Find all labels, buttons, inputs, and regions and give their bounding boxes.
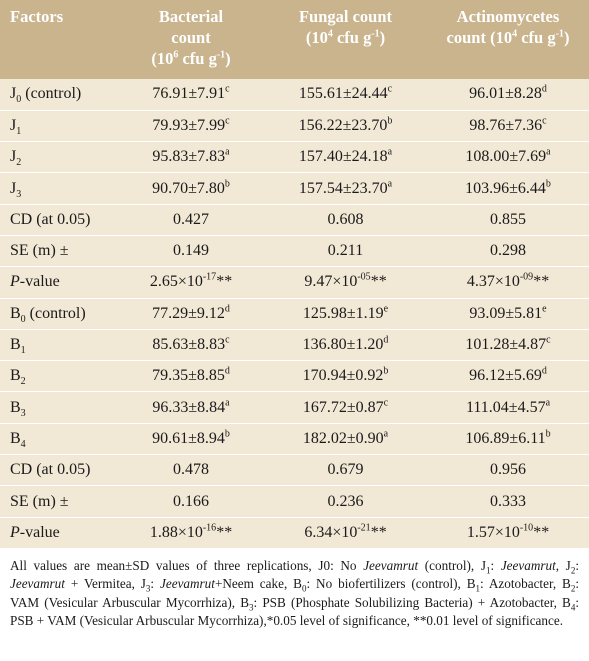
header-actino-line1: Actinomycetes: [456, 7, 560, 26]
cell-factor: [0, 517, 118, 548]
cell-value: 98.76±7.36: [469, 116, 543, 134]
cell-value: 170.94±0.92: [302, 367, 384, 385]
cell-superscript: d: [541, 365, 547, 377]
table-row: [0, 392, 589, 423]
cell-significance: **: [370, 523, 387, 541]
table-row: [0, 298, 589, 329]
cell-value: 79.35±8.85: [152, 367, 225, 385]
header-fungal-unit-exp: -1: [371, 28, 380, 40]
cell-superscript: b: [545, 428, 551, 440]
cell-actinomycetes: [427, 455, 589, 486]
cell-factor: [0, 142, 118, 173]
factor-label: B: [10, 336, 21, 354]
table-row: [0, 361, 589, 392]
cell-value: 0.298: [490, 242, 526, 260]
cell-superscript: c: [387, 84, 393, 96]
footnote-segment: 3: [145, 584, 151, 594]
header-fungal-unit-base: (10: [305, 28, 328, 47]
cell-fungal: [264, 455, 427, 486]
cell-value: 182.02±0.90: [302, 429, 384, 447]
factor-subscript: 0: [16, 94, 22, 106]
cell-value: 0.333: [490, 492, 526, 510]
factor-label: J: [10, 179, 17, 197]
cell-superscript: a: [225, 146, 230, 158]
factor-label: J: [10, 116, 17, 134]
cell-superscript: d: [383, 334, 389, 346]
table-row: [0, 455, 589, 486]
cell-actinomycetes: [427, 423, 589, 454]
header-bacterial-unit: cfu g: [178, 49, 217, 68]
cell-value: 0.236: [327, 492, 364, 510]
table-row: [0, 110, 589, 141]
cell-actinomycetes: [427, 235, 589, 266]
cell-value: 93.09±5.81: [469, 304, 543, 322]
table-row: [0, 486, 589, 517]
cell-superscript: -16: [202, 522, 217, 534]
cell-significance: **: [216, 273, 233, 291]
cell-significance: **: [533, 523, 550, 541]
factor-label: CD (at 0.05): [10, 210, 91, 228]
cell-value: 90.61±8.94: [152, 429, 225, 447]
footnote-segment: 2: [570, 584, 576, 594]
footnote-segment: : Azotobacter, B: [480, 576, 571, 592]
table-row: [0, 423, 589, 454]
footnote-segment: All values are mean±SD values of three replications, J0: No: [10, 557, 364, 573]
cell-value: 125.98±1.19: [302, 304, 384, 322]
cell-value: 0.478: [173, 461, 209, 479]
cell-fungal: [264, 517, 427, 548]
cell-superscript: -10: [519, 522, 534, 534]
header-actino-exp: 4: [512, 28, 518, 40]
header-actino-unit: cfu g: [517, 28, 556, 47]
cell-value: 156.22±23.70: [298, 116, 388, 134]
table-row: [0, 517, 589, 548]
cell-superscript: a: [225, 397, 230, 409]
cell-value: 157.40±24.18: [298, 148, 388, 166]
cell-factor: [0, 392, 118, 423]
cell-actinomycetes: [427, 204, 589, 235]
footnote-segment: :: [575, 557, 579, 573]
cell-significance: **: [216, 523, 233, 541]
factor-subscript: 3: [20, 407, 26, 419]
cell-value: 111.04±4.57: [465, 398, 546, 416]
cell-superscript: b: [383, 365, 389, 377]
cell-significance: **: [370, 273, 387, 291]
cell-superscript: a: [387, 178, 393, 190]
header-fungal-unit: cfu g: [332, 28, 372, 47]
cell-actinomycetes: [427, 173, 589, 204]
cell-value: 90.70±7.80: [152, 179, 225, 197]
footnote-segment: 1: [485, 565, 491, 576]
footnote-segment: Jeevamrut: [500, 557, 556, 573]
cell-value: 76.91±7.91: [152, 85, 226, 103]
cell-superscript: a: [387, 146, 393, 158]
table-body: [0, 79, 589, 548]
factor-label: B: [10, 367, 21, 385]
cell-value: 106.89±6.11: [465, 429, 546, 447]
cell-value: 167.72±0.87: [302, 398, 384, 416]
footnote-segment: : No biofertilizers (control), B: [306, 576, 476, 592]
footnote-segment: :: [150, 576, 161, 592]
footnote-segment: 4: [570, 602, 576, 613]
cell-value: 85.63±8.83: [152, 336, 226, 354]
cell-superscript: a: [545, 397, 551, 409]
cell-value: 4.37×10: [466, 273, 520, 291]
cell-bacterial: [118, 329, 264, 360]
cell-actinomycetes: [427, 517, 589, 548]
cell-bacterial: [118, 235, 264, 266]
footnote-segment: + Vermitea, J: [64, 576, 146, 592]
header-bacterial-close: ): [225, 49, 231, 68]
factor-label: SE (m) ±: [10, 492, 69, 510]
cell-fungal: [264, 423, 427, 454]
table-row: [0, 173, 589, 204]
table-header-row: [0, 0, 589, 79]
cell-significance: **: [533, 273, 550, 291]
factor-label: SE (m) ±: [10, 242, 69, 260]
cell-factor: [0, 486, 118, 517]
header-bacterial-line2: count: [171, 28, 211, 47]
table-row: [0, 329, 589, 360]
header-factors-text: Factors: [10, 7, 64, 26]
cell-value: 77.29±9.12: [152, 304, 225, 322]
footnote-segment: :: [490, 557, 501, 573]
footnote-segment: , J: [555, 557, 571, 573]
cell-value: 103.96±6.44: [465, 179, 546, 197]
cell-fungal: [264, 392, 427, 423]
header-actino-close: ): [563, 28, 570, 47]
footnote-segment: : VAM (Vesicular Arbuscular Mycorrhiza), B: [10, 576, 580, 610]
cell-actinomycetes: [427, 298, 589, 329]
cell-superscript: e: [542, 303, 547, 315]
cell-superscript: d: [224, 365, 230, 377]
cell-factor: [0, 329, 118, 360]
factor-suffix: (control): [25, 304, 86, 322]
cell-superscript: c: [383, 397, 389, 409]
factor-label: J: [10, 148, 17, 166]
cell-fungal: [264, 110, 427, 141]
factor-subscript: 3: [16, 188, 22, 200]
header-bacterial-count: [118, 0, 264, 79]
header-fungal-line1: Fungal count: [298, 7, 393, 26]
cell-factor: [0, 423, 118, 454]
table-row: [0, 235, 589, 266]
cell-value: 0.211: [327, 242, 364, 260]
cell-superscript: c: [225, 334, 230, 346]
cell-value: 79.93±7.99: [152, 116, 226, 134]
cell-fungal: [264, 142, 427, 173]
cell-factor: [0, 361, 118, 392]
factor-subscript: 2: [16, 157, 22, 169]
factor-subscript: 1: [16, 126, 22, 138]
cell-bacterial: [118, 486, 264, 517]
cell-actinomycetes: [427, 79, 589, 110]
cell-bacterial: [118, 298, 264, 329]
cell-fungal: [264, 298, 427, 329]
table-footnote: [0, 549, 589, 661]
cell-actinomycetes: [427, 142, 589, 173]
cell-value: 155.61±24.44: [298, 85, 388, 103]
footnote-segment: +Neem cake, B: [214, 576, 302, 592]
cell-value: 2.65×10: [149, 273, 203, 291]
cell-factor: [0, 267, 118, 298]
factor-label: B: [10, 398, 21, 416]
cell-superscript: c: [225, 84, 230, 96]
footnote-segment: 0: [301, 584, 307, 594]
cell-superscript: b: [224, 178, 230, 190]
cell-actinomycetes: [427, 267, 589, 298]
cell-actinomycetes: [427, 361, 589, 392]
factor-suffix: (control): [21, 85, 82, 103]
cell-superscript: b: [387, 115, 393, 127]
cell-value: 136.80±1.20: [302, 336, 384, 354]
cell-bacterial: [118, 204, 264, 235]
cell-actinomycetes: [427, 110, 589, 141]
cell-factor: [0, 79, 118, 110]
table-row: [0, 79, 589, 110]
cell-superscript: d: [224, 303, 230, 315]
cell-superscript: a: [546, 146, 551, 158]
factor-subscript: 1: [20, 345, 26, 357]
cell-bacterial: [118, 142, 264, 173]
cell-fungal: [264, 361, 427, 392]
cell-value: 1.88×10: [149, 523, 203, 541]
footnote-segment: : PSB (Phosphate Solubilizing Bacteria) + Azotobacter, B: [253, 594, 571, 610]
factor-subscript: 0: [20, 313, 26, 325]
footnote-segment: (control), J: [418, 557, 486, 573]
factor-label: P: [10, 523, 20, 541]
factor-label: B: [10, 429, 21, 447]
header-actino-unit-exp: -1: [555, 28, 564, 40]
header-fungal-close: ): [379, 28, 386, 47]
table-row: [0, 267, 589, 298]
cell-value: 0.166: [173, 492, 209, 510]
header-bacterial-unit-base: (10: [151, 49, 174, 68]
cell-fungal: [264, 204, 427, 235]
cell-superscript: b: [224, 428, 230, 440]
cell-factor: [0, 173, 118, 204]
cell-superscript: a: [383, 428, 389, 440]
header-actino-line2: count (10: [446, 28, 513, 47]
cell-superscript: -09: [519, 272, 534, 284]
cell-value: 0.679: [327, 461, 364, 479]
header-bacterial-unit-exp: -1: [216, 49, 226, 61]
cell-bacterial: [118, 392, 264, 423]
cell-value: 0.855: [490, 210, 526, 228]
cell-actinomycetes: [427, 486, 589, 517]
footnote-segment: 2: [570, 565, 576, 576]
header-factors: [0, 0, 118, 79]
cell-value: 96.01±8.28: [469, 85, 542, 103]
cell-fungal: [264, 235, 427, 266]
header-bacterial-exp: 6: [173, 49, 179, 61]
cell-superscript: d: [541, 84, 547, 96]
cell-superscript: -17: [202, 272, 217, 284]
cell-value: 96.33±8.84: [152, 398, 226, 416]
footnote-segment: : PSB + VAM (Vesicular Arbuscular Mycorrhiza),*0.05 level of significance, **0.01 level of significance.: [10, 594, 579, 629]
cell-value: 95.83±7.83: [152, 148, 226, 166]
cell-actinomycetes: [427, 329, 589, 360]
cell-bacterial: [118, 79, 264, 110]
cell-bacterial: [118, 267, 264, 298]
cell-fungal: [264, 267, 427, 298]
cell-factor: [0, 110, 118, 141]
cell-bacterial: [118, 361, 264, 392]
header-fungal-exp: 4: [327, 28, 333, 40]
footnote-segment: 3: [249, 602, 254, 613]
cell-superscript: -05: [357, 272, 371, 284]
footnote-segment: 1: [475, 584, 481, 594]
cell-value: 0.956: [490, 461, 526, 479]
cell-value: 6.34×10: [304, 523, 358, 541]
cell-superscript: c: [546, 334, 551, 346]
cell-fungal: [264, 486, 427, 517]
factor-subscript: 4: [20, 439, 26, 451]
footnote-segment: Jeevamrut: [10, 576, 65, 592]
cell-bacterial: [118, 455, 264, 486]
cell-value: 0.608: [327, 210, 364, 228]
header-actinomycetes-count: [427, 0, 589, 79]
cell-superscript: c: [542, 115, 547, 127]
factor-label: B: [10, 304, 21, 322]
cell-fungal: [264, 79, 427, 110]
header-fungal-count: [264, 0, 427, 79]
factor-label: CD (at 0.05): [10, 461, 91, 479]
cell-value: 0.427: [173, 210, 209, 228]
cell-bacterial: [118, 173, 264, 204]
cell-superscript: e: [383, 303, 389, 315]
cell-superscript: c: [225, 115, 230, 127]
cell-superscript: -21: [357, 522, 371, 534]
cell-value: 1.57×10: [466, 523, 520, 541]
table-row: [0, 204, 589, 235]
cell-bacterial: [118, 423, 264, 454]
cell-value: 157.54±23.70: [298, 179, 388, 197]
cell-value: 96.12±5.69: [469, 367, 542, 385]
factor-suffix: -value: [19, 523, 60, 541]
cell-bacterial: [118, 517, 264, 548]
cell-bacterial: [118, 110, 264, 141]
footnote-segment: Jeevamrut: [160, 576, 215, 592]
cell-factor: [0, 235, 118, 266]
header-bacterial-line1: Bacterial: [158, 7, 224, 26]
cell-value: 9.47×10: [304, 273, 358, 291]
factor-suffix: -value: [19, 273, 60, 291]
cell-value: 108.00±7.69: [465, 148, 547, 166]
factor-label: P: [10, 273, 20, 291]
cell-factor: [0, 298, 118, 329]
cell-value: 101.28±4.87: [465, 336, 547, 354]
footnote-segment: Jeevamrut: [363, 557, 419, 573]
cell-fungal: [264, 329, 427, 360]
cell-factor: [0, 455, 118, 486]
cell-fungal: [264, 173, 427, 204]
cell-actinomycetes: [427, 392, 589, 423]
cell-factor: [0, 204, 118, 235]
cell-value: 0.149: [173, 242, 209, 260]
cell-superscript: b: [545, 178, 551, 190]
factor-subscript: 2: [20, 376, 26, 388]
factor-label: J: [10, 85, 17, 103]
table-row: [0, 142, 589, 173]
